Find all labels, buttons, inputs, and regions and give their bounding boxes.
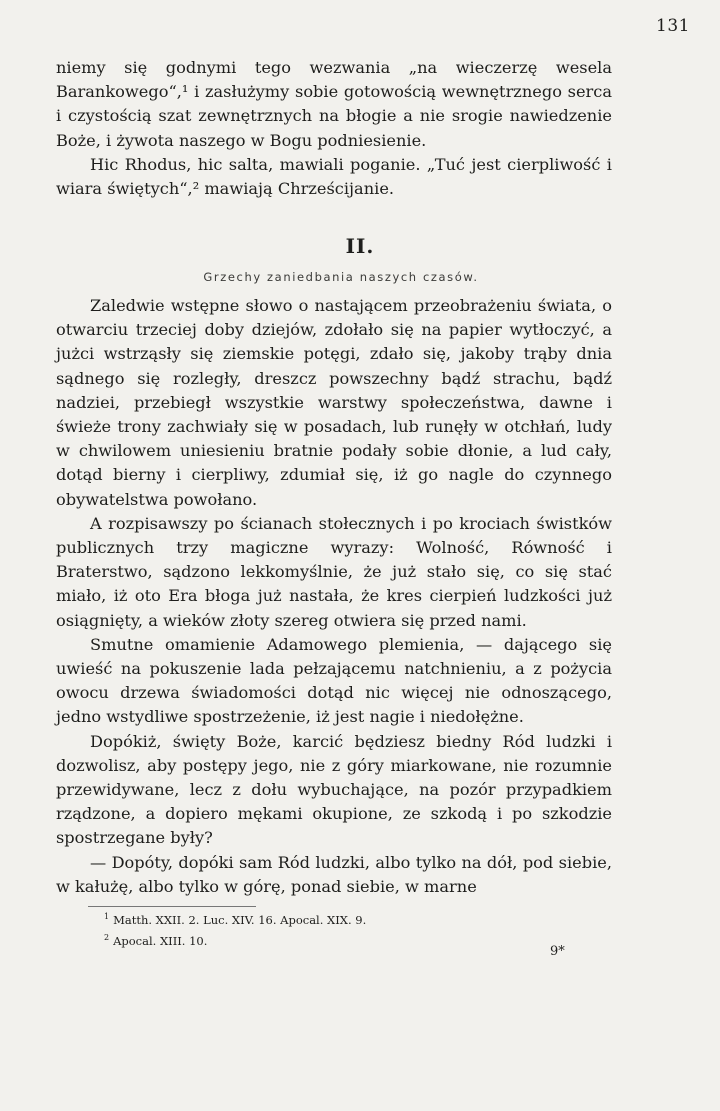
footnote: [104, 929, 504, 950]
printer-signature-mark: 9*: [550, 944, 565, 959]
paragraph-continued: niemy się godnymi tego wezwania „na wieczerzę wesela Barankowego“,¹ i zasłużymy sobie gotowością wewnętrznego serca i czystością szat zewnętrznych na błogie a nie srogie nawiedzenie Boże, i żywota naszego w Bogu podniesienie.: [56, 58, 612, 150]
footnote: [104, 908, 504, 929]
paragraph: Smutne omamienie Adamowego plemienia, — dającego się uwieść na pokuszenie lada pełzającemu natchnieniu, a z pożycia owocu drzewa świadomości dotąd nic więcej nie odnoszącego, jedno wstydliwe spostrzeżenie, iż jest nagie i niedołężne.: [56, 634, 612, 727]
section-title: Grzechy zaniedbania naszych czasów.: [203, 270, 479, 284]
page-number: 131: [656, 16, 690, 36]
footnotes: [104, 908, 504, 950]
continuation-text: [56, 56, 612, 201]
paragraph: Dopókiż, święty Boże, karcić będziesz biedny Ród ludzki i dozwolisz, aby postępy jego, nie z góry miarkowane, nie rozumnie przewidywane, lecz z dołu wybuchające, na pozór przypadkiem rządzone, a dopiero mękami okupione, ze szkodą i po szkodzie spostrzegane były?: [56, 731, 612, 848]
paragraph-hic-rhodus: Hic Rhodus, hic salta, mawiali poganie. „Tuć jest cierpliwość i wiara świętych“,² mawiają Chrześcijanie.: [56, 154, 612, 199]
footnote-text: Matth. XXII. 2. Luc. XIV. 16. Apocal. XIX. 9.: [113, 912, 367, 927]
paragraph: Zaledwie wstępne słowo o nastającem przeobrażeniu świata, o otwarciu trzeciej doby dziejów, zdołało się na papier wytłoczyć, a jużci wstrząsły się ziemskie potęgi, zdało się, jakoby trąby dnia sądnego się rozległy, dreszcz powszechny bądź strachu, bądź nadziei, przebiegł wszystkie warstwy społeczeństwa, dawne i świeże trony zachwiały się w posadach, lub runęły w otchłań, ludy w chwilowem uniesieniu bratnie podały sobie dłonie, a lud cały, dotąd bierny i cierpliwy, zdumiał się, iż go nagle do czynnego obywatelstwa powołano.: [56, 296, 612, 509]
footnote-mark: 1: [104, 912, 110, 921]
section-body: [56, 294, 612, 899]
footnote-divider: [88, 906, 256, 907]
paragraph: A rozpisawszy po ścianach stołecznych i po krociach świstków publicznych trzy magiczne wyrazy: Wolność, Równość i Braterstwo, sądzono lekkomyślnie, że już stało się, co się stać miało, iż oto Era błoga już nastała, że kres cierpień ludzkości już osiągnięty, a wieków złoty szereg otwiera się przed nami.: [56, 513, 612, 630]
footnote-mark: 2: [104, 932, 110, 942]
footnote-text: Apocal. XIII. 10.: [113, 933, 208, 948]
paragraph: — Dopóty, dopóki sam Ród ludzki, albo tylko na dół, pod siebie, w kałużę, albo tylko w górę, ponad siebie, w marne: [56, 852, 612, 896]
section-numeral: II.: [345, 234, 375, 258]
